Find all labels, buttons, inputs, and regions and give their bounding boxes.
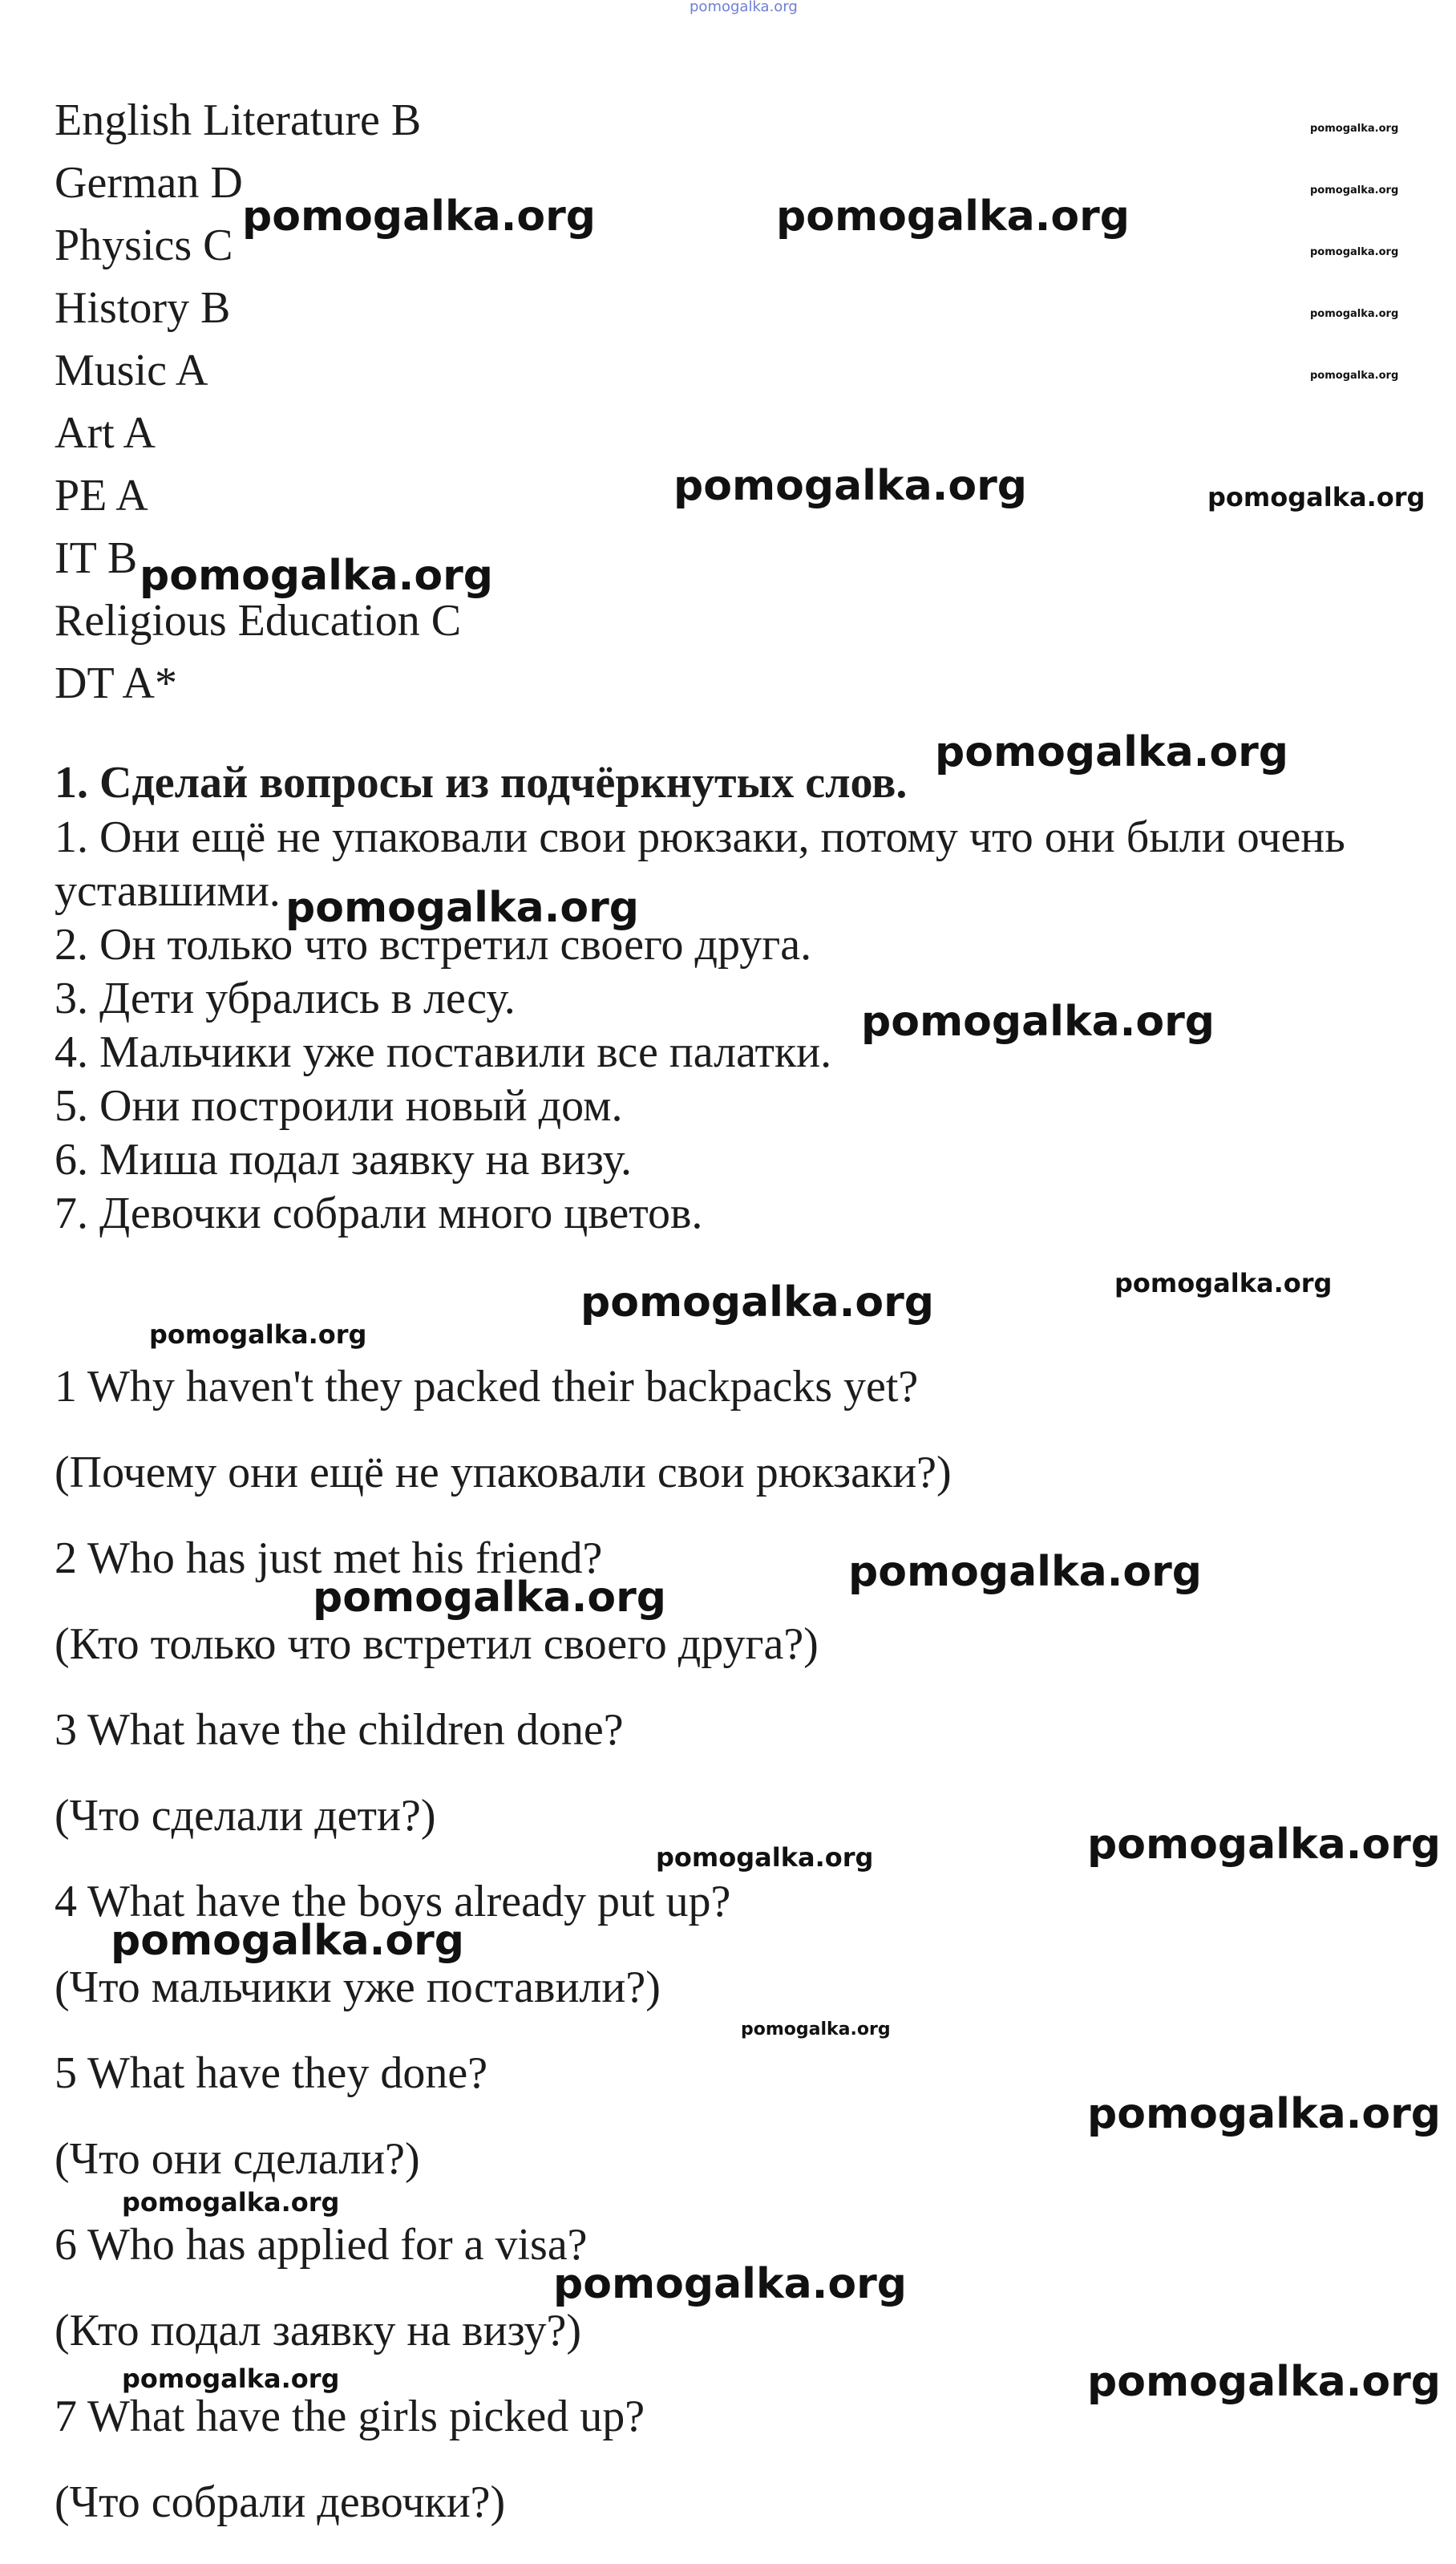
watermark: pomogalka.org [1310,123,1399,135]
task-sentence: 5. Они построили новый дом. [55,1081,623,1131]
watermark: pomogalka.org [1310,308,1399,320]
watermark: pomogalka.org [656,1842,874,1873]
watermark: pomogalka.org [848,1548,1203,1596]
watermark: pomogalka.org [111,1917,465,1965]
watermark: pomogalka.org [242,192,597,241]
watermark: pomogalka.org [1087,2358,1442,2406]
task-sentence: уставшими. [55,866,281,916]
watermark: pomogalka.org [861,998,1215,1046]
task-sentence: 4. Мальчики уже поставили все палатки. [55,1027,832,1077]
grade-line: Physics C [55,221,233,270]
watermark: pomogalka.org [1087,2090,1442,2138]
answer-translation: (Почему они ещё не упаковали свои рюкзаки?) [55,1448,952,1497]
task-sentence: 6. Миша подал заявку на визу. [55,1135,633,1185]
watermark: pomogalka.org [1310,370,1399,382]
watermark: pomogalka.org [580,1278,935,1327]
grade-line: English Literature B [55,95,422,145]
watermark: pomogalka.org [553,2260,908,2308]
task-sentence: 2. Он только что встретил своего друга. [55,920,812,970]
grade-line: History B [55,283,231,333]
watermark: pomogalka.org [1207,482,1426,512]
watermark: pomogalka.org [285,884,640,932]
watermark: pomogalka.org [1310,246,1399,258]
watermark: pomogalka.org [673,462,1028,510]
watermark: pomogalka.org [935,728,1289,776]
task-title: 1. Сделай вопросы из подчёркнутых слов. [55,758,908,808]
grade-line: Religious Education C [55,596,462,646]
answer-translation: (Что сделали дети?) [55,1791,436,1841]
grade-line: DT A* [55,658,177,708]
answer-question: 4 What have the boys already put up? [55,1877,731,1926]
watermark: pomogalka.org [1310,184,1399,196]
grade-line: PE A [55,471,148,520]
answer-question: 7 What have the girls picked up? [55,2392,645,2441]
watermark: pomogalka.org [313,1574,667,1622]
watermark: pomogalka.org [776,192,1130,241]
answer-question: 2 Who has just met his friend? [55,1533,603,1583]
task-sentence: 7. Девочки собрали много цветов. [55,1189,703,1238]
grade-line: Art A [55,408,156,458]
task-sentence: 1. Они ещё не упаковали свои рюкзаки, потому что они были очень [55,812,1345,862]
watermark: pomogalka.org [149,1319,367,1350]
answer-translation: (Кто только что встретил своего друга?) [55,1619,819,1669]
answer-question: 5 What have they done? [55,2048,488,2098]
watermark: pomogalka.org [1114,1268,1333,1298]
watermark: pomogalka.org [122,2363,340,2394]
grade-line: Music A [55,346,208,395]
answer-question: 1 Why haven't they packed their backpacks yet? [55,1362,919,1412]
answer-question: 3 What have the children done? [55,1705,624,1755]
watermark: pomogalka.org [1087,1821,1442,1869]
answer-translation: (Что они сделали?) [55,2134,420,2184]
watermark: pomogalka.org [122,2187,340,2218]
watermark: pomogalka.org [690,0,798,15]
task-sentence: 3. Дети убрались в лесу. [55,974,516,1023]
grade-line: IT B [55,533,138,583]
watermark: pomogalka.org [741,2019,891,2039]
answer-translation: (Кто подал заявку на визу?) [55,2306,582,2355]
answer-translation: (Что мальчики уже поставили?) [55,1962,661,2012]
watermark: pomogalka.org [140,552,494,600]
grade-line: German D [55,158,243,208]
answer-question: 6 Who has applied for a visa? [55,2220,588,2270]
answer-translation: (Что собрали девочки?) [55,2477,506,2527]
